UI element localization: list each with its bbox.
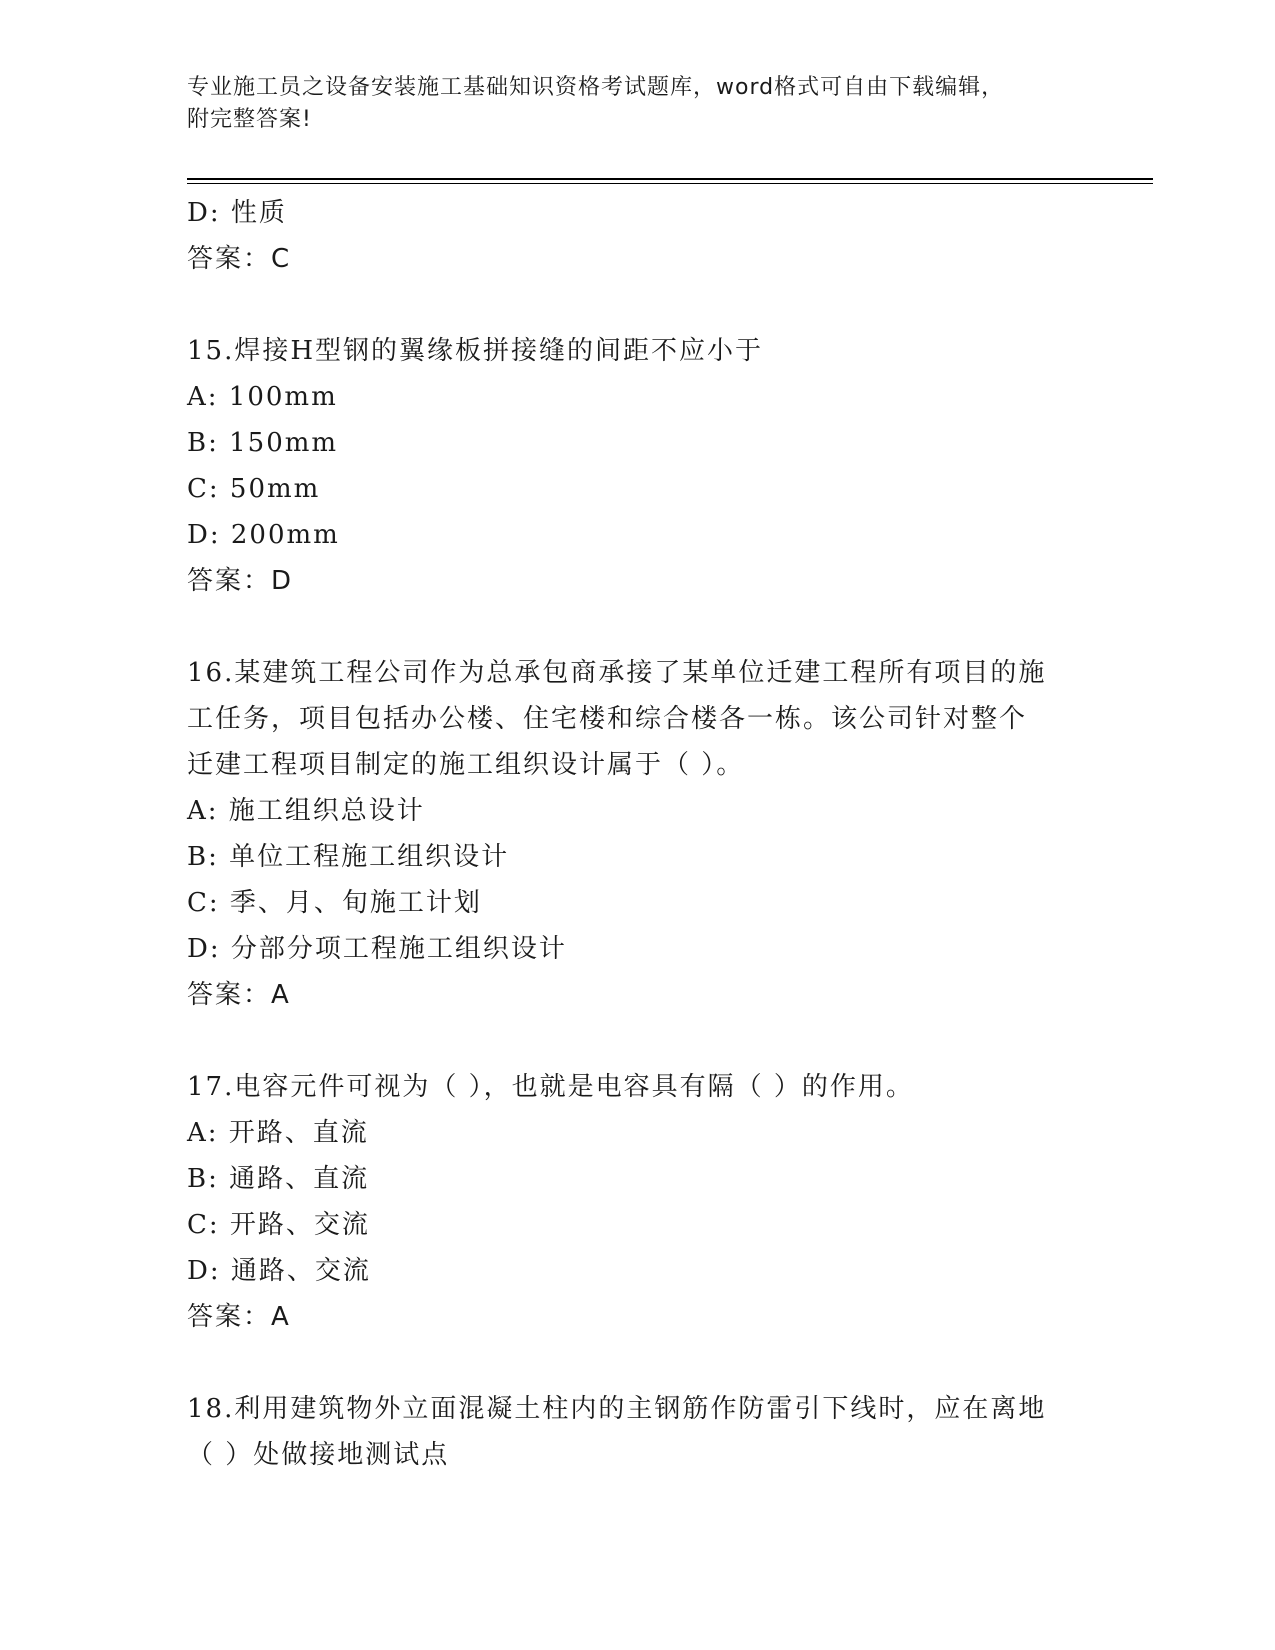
question-content bbox=[187, 190, 1087, 1478]
question-text: 17.电容元件可视为（ ），也就是电容具有隔（ ）的作用。 bbox=[187, 1072, 914, 1102]
option-c: C: 季、月、旬施工计划 bbox=[187, 888, 482, 918]
spacer bbox=[187, 604, 1087, 650]
header-line-1: 专业施工员之设备安装施工基础知识资格考试题库，word格式可自由下载编辑， bbox=[187, 75, 1005, 100]
answer: 答案：C bbox=[187, 244, 292, 274]
spacer bbox=[187, 282, 1087, 328]
spacer bbox=[187, 1018, 1087, 1064]
document-header bbox=[187, 72, 1087, 136]
header-line-2: 附完整答案! bbox=[187, 107, 312, 132]
spacer bbox=[187, 1340, 1087, 1386]
question-text: 15.焊接H型钢的翼缘板拼接缝的间距不应小于 bbox=[187, 336, 764, 366]
option-d: D: 分部分项工程施工组织设计 bbox=[187, 934, 567, 964]
answer: 答案：A bbox=[187, 1302, 291, 1332]
option-b: B: 通路、直流 bbox=[187, 1164, 370, 1194]
question-18 bbox=[187, 1386, 1087, 1478]
question-17 bbox=[187, 1064, 1087, 1340]
option-d: D: 200mm bbox=[187, 520, 340, 550]
header-divider-thick bbox=[187, 178, 1153, 180]
answer: 答案：D bbox=[187, 566, 294, 596]
option-b: B: 单位工程施工组织设计 bbox=[187, 842, 510, 872]
question-text: （ ）处做接地测试点 bbox=[187, 1440, 450, 1470]
question-text: 工任务，项目包括办公楼、住宅楼和综合楼各一栋。该公司针对整个 bbox=[187, 704, 1028, 734]
option-a: A: 施工组织总设计 bbox=[187, 796, 425, 826]
option-a: A: 开路、直流 bbox=[187, 1118, 369, 1148]
question-text: 迁建工程项目制定的施工组织设计属于（ ）。 bbox=[187, 750, 745, 780]
option-b: B: 150mm bbox=[187, 428, 339, 458]
answer: 答案：A bbox=[187, 980, 291, 1010]
option-c: C: 开路、交流 bbox=[187, 1210, 370, 1240]
question-16 bbox=[187, 650, 1087, 1018]
option-d: D: 通路、交流 bbox=[187, 1256, 371, 1286]
option-c: C: 50mm bbox=[187, 474, 321, 504]
question-15 bbox=[187, 328, 1087, 604]
option-a: A: 100mm bbox=[187, 382, 338, 412]
question-text: 16.某建筑工程公司作为总承包商承接了某单位迁建工程所有项目的施 bbox=[187, 658, 1047, 688]
header-divider-thin bbox=[187, 183, 1153, 184]
question-text: 18.利用建筑物外立面混凝土柱内的主钢筋作防雷引下线时，应在离地 bbox=[187, 1394, 1047, 1424]
option-d: D: 性质 bbox=[187, 198, 287, 228]
